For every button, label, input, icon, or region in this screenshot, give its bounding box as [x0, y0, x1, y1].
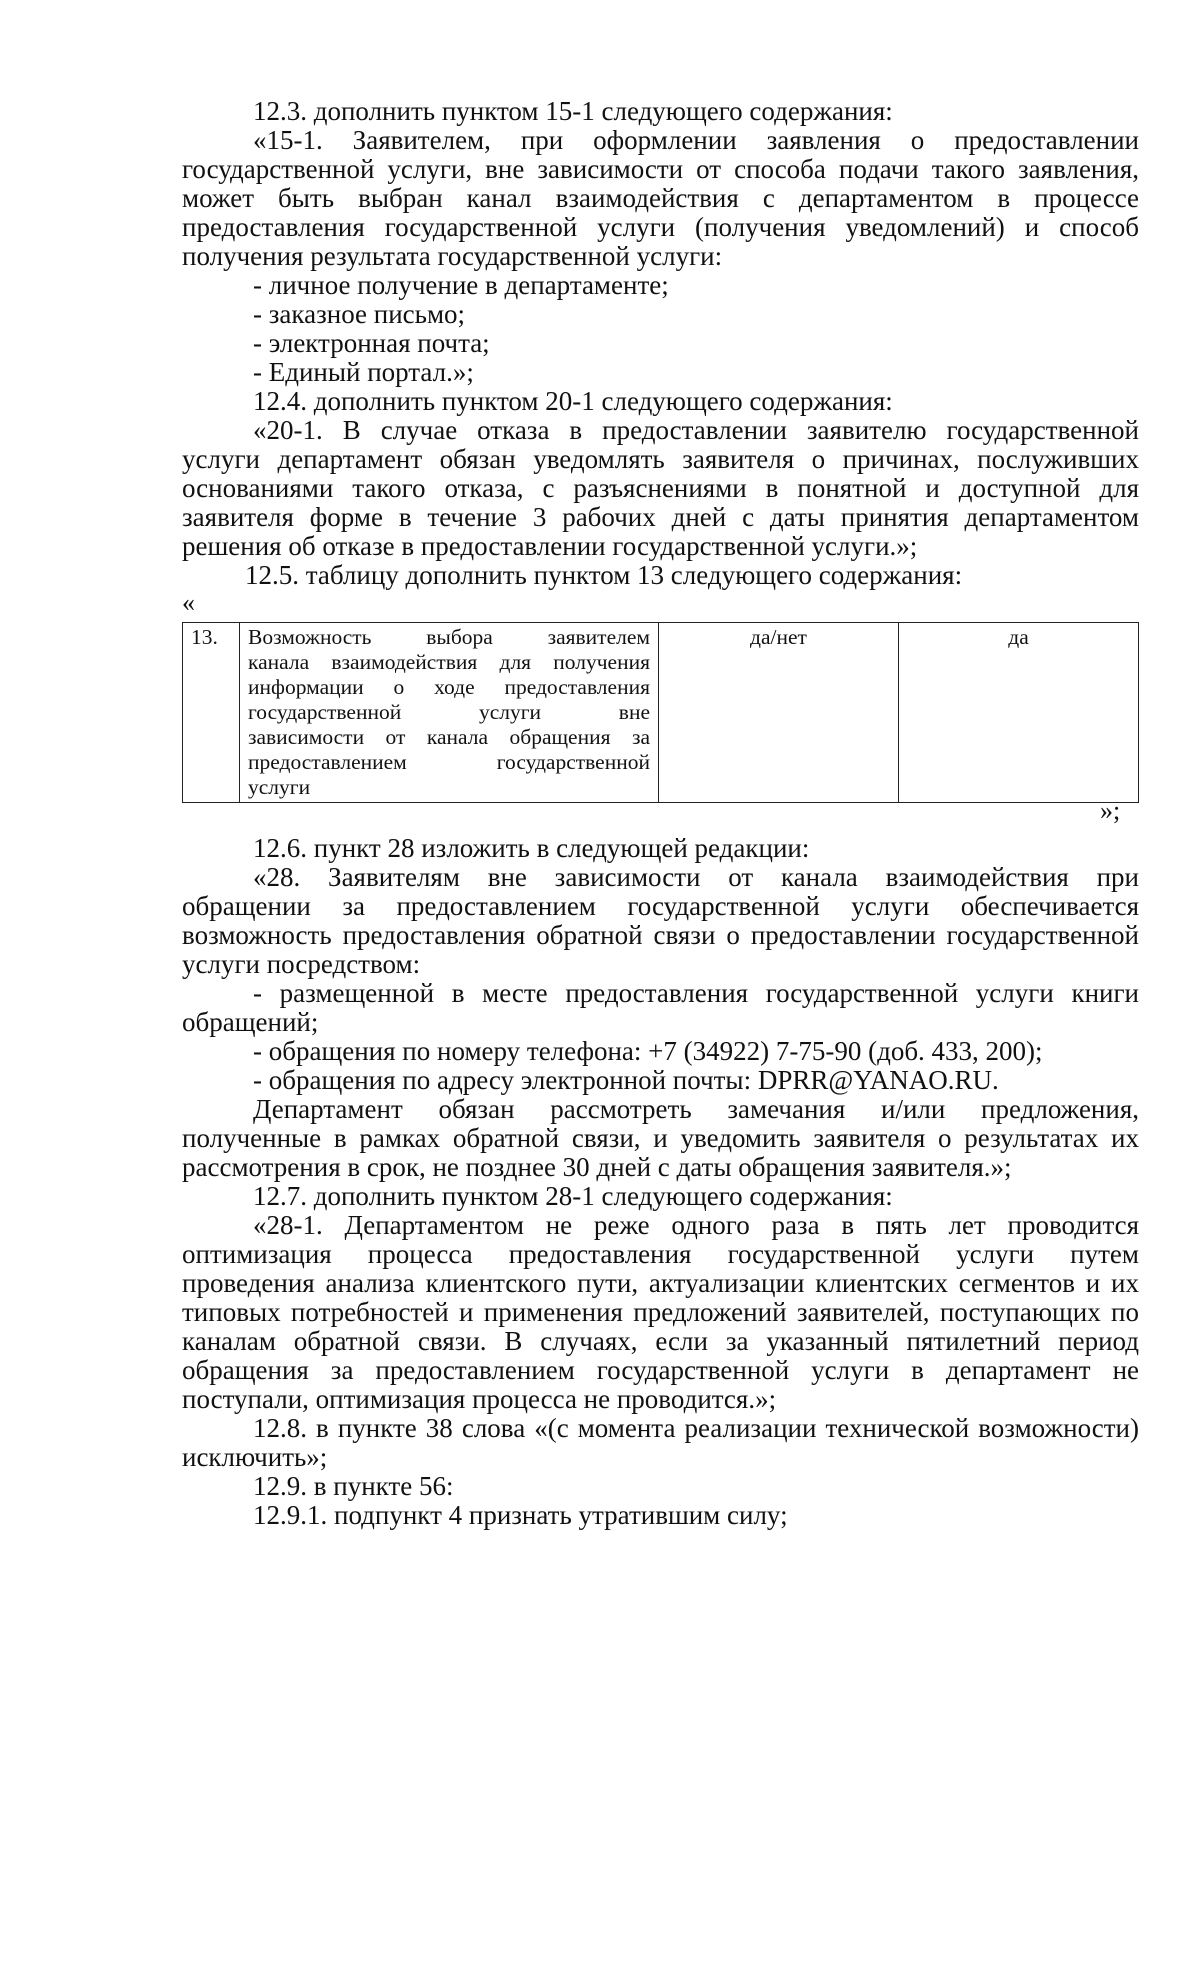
cell-line: услуги: [248, 775, 311, 799]
cell-line: информации о ходе предоставления: [248, 675, 650, 699]
text-line: основаниями такого отказа, с разъяснениями в понятной и доступной для: [182, 473, 1139, 503]
text-line: предоставления государственной услуги (получения уведомлений) и способ: [182, 212, 1139, 242]
cell-line: государственной услуги вне: [248, 700, 650, 724]
text-line: рассмотрения в срок, не позднее 30 дней с даты обращения заявителя.»;: [182, 1152, 1012, 1182]
list-item: - электронная почта;: [253, 328, 490, 358]
paragraph-12-3: 12.3. дополнить пунктом 15-1 следующего содержания:: [253, 96, 893, 126]
text-line: поступали, оптимизация процесса не проводится.»;: [182, 1384, 777, 1414]
paragraph-12-4: 12.4. дополнить пунктом 20-1 следующего содержания:: [253, 386, 893, 416]
closing-quote-mark: »;: [1100, 796, 1121, 825]
table-cell-unit: да/нет: [659, 623, 899, 803]
paragraph-12-7: 12.7. дополнить пунктом 28-1 следующего содержания:: [253, 1181, 893, 1211]
text-line: «28. Заявителям вне зависимости от канала взаимодействия при: [253, 862, 1139, 892]
text-line: решения об отказе в предоставлении государственной услуги.»;: [182, 531, 918, 561]
text-line: государственной услуги, вне зависимости от способа подачи такого заявления,: [182, 154, 1139, 184]
table-cell-description: [240, 623, 659, 803]
text-line: заявителя форме в течение 3 рабочих дней с даты принятия департаментом: [182, 502, 1139, 532]
cell-line: Возможность выбора заявителем: [248, 625, 650, 649]
text-line: возможность предоставления обратной связи о предоставлении государственной: [182, 920, 1139, 950]
opening-quote-mark: «: [182, 588, 195, 617]
table-cell-number: 13.: [183, 623, 240, 803]
cell-line: канала взаимодействия для получения: [248, 650, 650, 674]
table-cell-value: да: [899, 623, 1139, 803]
paragraph-12-6: 12.6. пункт 28 изложить в следующей редакции:: [253, 833, 810, 863]
subparagraph-12-9-1: 12.9.1. подпункт 4 признать утратившим силу;: [253, 1500, 788, 1530]
text-block-top: [0, 97, 1200, 590]
table-row: [183, 623, 1139, 803]
paragraph-12-8: 12.8. в пункте 38 слова «(с момента реализации технической возможности): [253, 1413, 1139, 1443]
paragraph-12-5: 12.5. таблицу дополнить пунктом 13 следующего содержания:: [245, 560, 963, 590]
cell-line: зависимости от канала обращения за: [248, 725, 650, 749]
list-item-phone: - обращения по номеру телефона: +7 (34922) 7-75-90 (доб. 433, 200);: [253, 1036, 1043, 1066]
text-line: полученные в рамках обратной связи, и уведомить заявителя о результатах их: [182, 1123, 1139, 1153]
list-item-email: - обращения по адресу электронной почты: DPRR@YANAO.RU.: [253, 1065, 999, 1095]
text-line: «20-1. В случае отказа в предоставлении заявителю государственной: [253, 415, 1139, 445]
text-line: услуги департамент обязан уведомлять заявителя о причинах, послуживших: [182, 444, 1139, 474]
text-line: «28-1. Департаментом не реже одного раза в пять лет проводится: [253, 1210, 1139, 1240]
text-line: исключить»;: [182, 1442, 328, 1472]
text-line: обращений;: [182, 1007, 319, 1037]
text-line: обращении за предоставлением государственной услуги обеспечивается: [182, 891, 1139, 921]
text-line: услуги посредством:: [182, 949, 421, 979]
text-line: «15-1. Заявителем, при оформлении заявления о предоставлении: [253, 125, 1139, 155]
amendment-table: [182, 622, 1139, 803]
text-line: каналам обратной связи. В случаях, если за указанный пятилетний период: [182, 1326, 1139, 1356]
list-item: - размещенной в месте предоставления государственной услуги книги: [253, 978, 1139, 1008]
paragraph-12-9: 12.9. в пункте 56:: [253, 1471, 454, 1501]
list-item: - Единый портал.»;: [253, 357, 474, 387]
text-line: может быть выбран канал взаимодействия с департаментом в процессе: [182, 183, 1139, 213]
text-line: обращения за предоставлением государственной услуги в департамент не: [182, 1355, 1139, 1385]
text-line: типовых потребностей и применения предложений заявителей, поступающих по: [182, 1297, 1139, 1327]
list-item: - заказное письмо;: [253, 299, 466, 329]
cell-line: предоставлением государственной: [248, 750, 650, 774]
text-line: Департамент обязан рассмотреть замечания и/или предложения,: [253, 1094, 1139, 1124]
text-block-bottom: [0, 834, 1200, 1530]
text-line: проведения анализа клиентского пути, актуализации клиентских сегментов и их: [182, 1268, 1139, 1298]
text-line: оптимизация процесса предоставления государственной услуги путем: [182, 1239, 1139, 1269]
text-line: получения результата государственной услуги:: [182, 241, 723, 271]
list-item: - личное получение в департаменте;: [253, 270, 669, 300]
